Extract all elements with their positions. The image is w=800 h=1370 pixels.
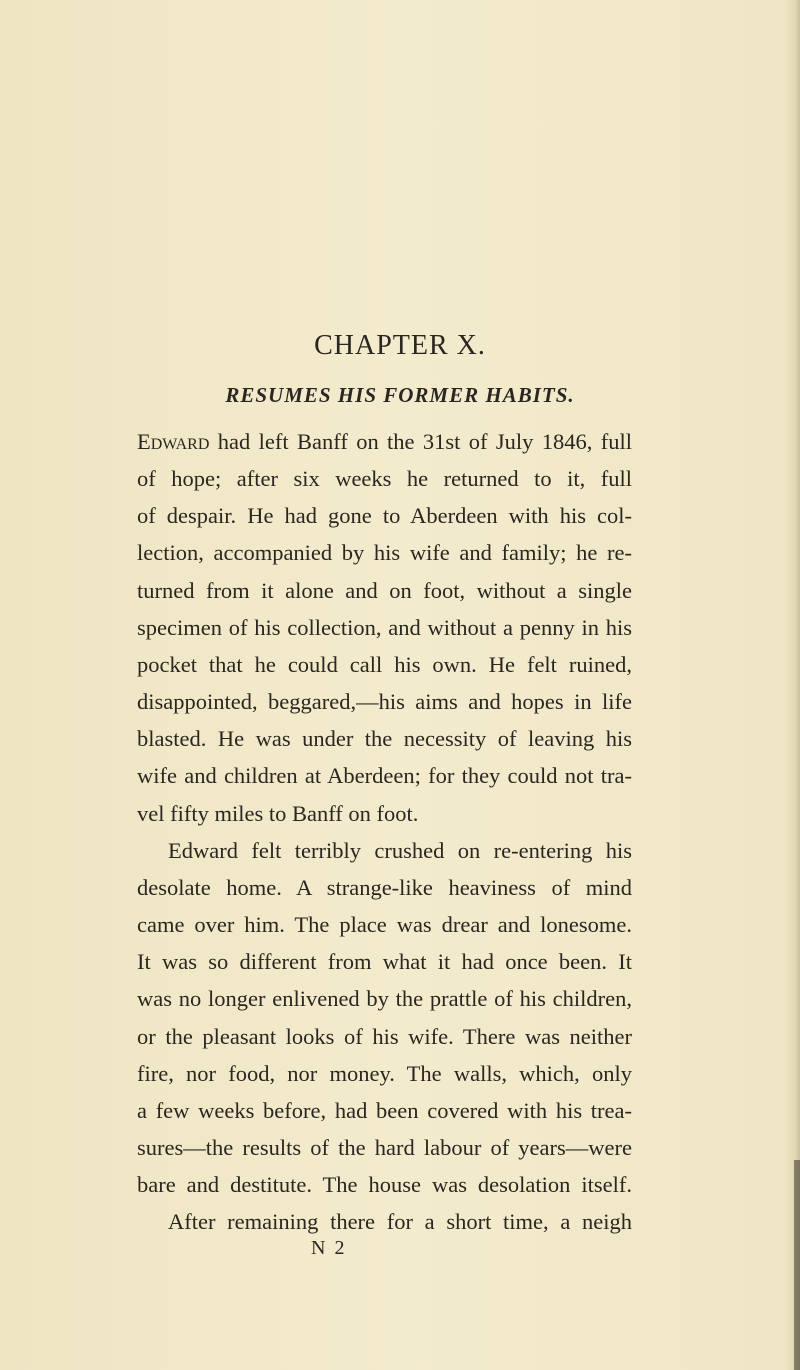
drop-word: Edward — [137, 429, 210, 454]
signature-mark: N 2 — [311, 1237, 347, 1259]
line-text: had left Banff on the 31st of July 1846, full — [217, 429, 633, 454]
text-line-13: desolate home. A strange-like heaviness of mind — [137, 874, 632, 900]
text-line-21: bare and destitute. The house was desolation itself. — [137, 1172, 632, 1198]
chapter-title: CHAPTER X. — [314, 330, 486, 361]
page-edge-dark — [794, 1160, 800, 1370]
text-line-14: came over him. The place was drear and lonesome. — [137, 912, 632, 938]
text-line-7: pocket that he could call his own. He felt ruined, — [137, 651, 632, 677]
text-line-15: It was so different from what it had once been. It — [137, 949, 632, 975]
body-text — [137, 423, 632, 1240]
text-line-8: disappointed, beggared,—his aims and hopes in life — [137, 689, 632, 715]
text-line-16: was no longer enlivened by the prattle of his children, — [137, 986, 632, 1012]
text-line-22: After remaining there for a short time, a neigh — [168, 1209, 632, 1235]
text-line-3: of despair. He had gone to Aberdeen with his col- — [137, 503, 632, 529]
text-line-11: vel fifty miles to Banff on foot. — [137, 800, 419, 826]
text-line-17: or the pleasant looks of his wife. There was neither — [137, 1023, 632, 1049]
text-line-5: turned from it alone and on foot, without a single — [137, 577, 632, 603]
text-line-6: specimen of his collection, and without a penny in his — [137, 614, 632, 640]
text-line-19: a few weeks before, had been covered with his trea- — [137, 1097, 632, 1123]
text-line-4: lection, accompanied by his wife and family; he re- — [137, 540, 632, 566]
text-line-20: sures—the results of the hard labour of years—were — [137, 1134, 632, 1160]
chapter-subtitle: RESUMES HIS FORMER HABITS. — [225, 383, 575, 407]
text-line-1 — [137, 423, 632, 460]
text-line-2: of hope; after six weeks he returned to it, full — [137, 466, 632, 492]
text-line-12: Edward felt terribly crushed on re-entering his — [168, 837, 632, 863]
text-line-10: wife and children at Aberdeen; for they could not tra- — [137, 763, 632, 789]
text-line-9: blasted. He was under the necessity of leaving his — [137, 726, 632, 752]
text-line-18: fire, nor food, nor money. The walls, which, only — [137, 1060, 632, 1086]
